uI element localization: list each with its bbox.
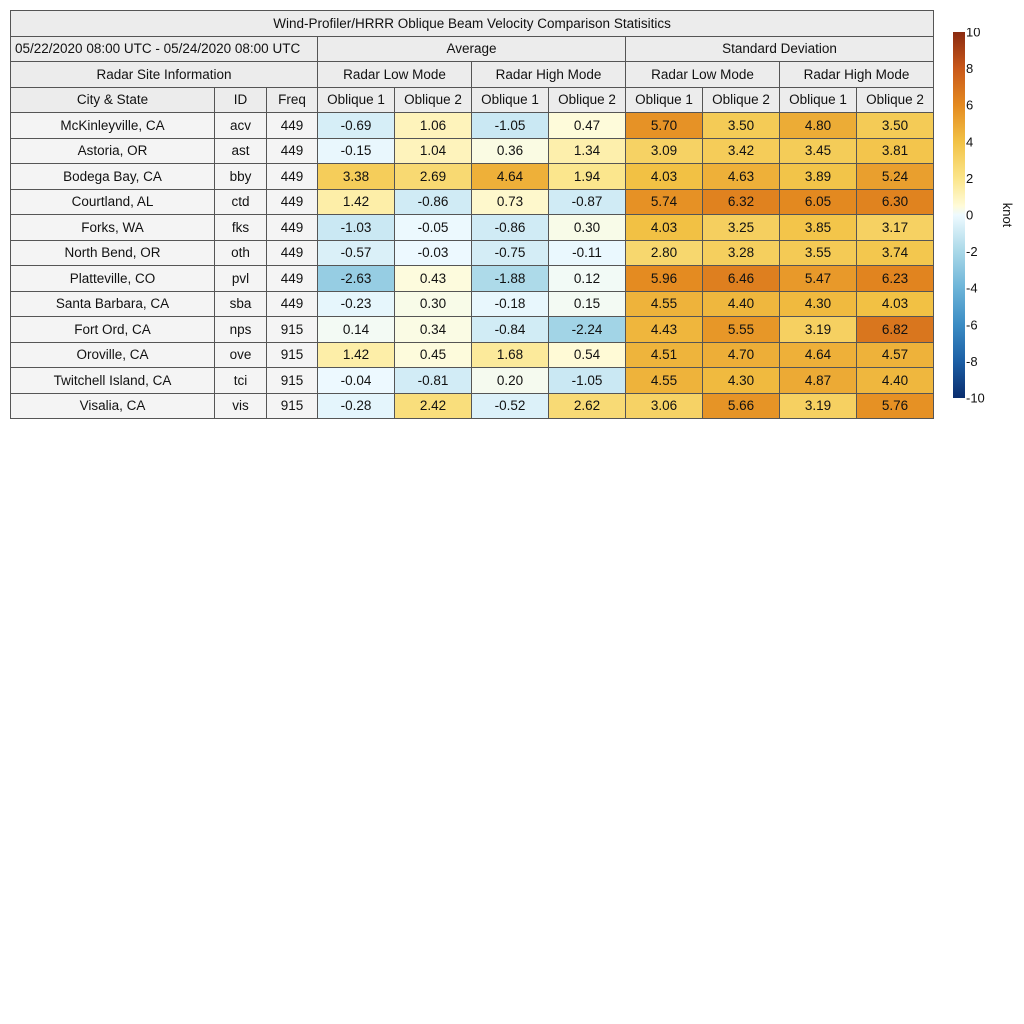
- site-id: pvl: [215, 266, 267, 292]
- std-dev-cell: 4.03: [857, 291, 934, 317]
- site-city: North Bend, OR: [11, 240, 215, 266]
- std-dev-cell: 6.05: [780, 189, 857, 215]
- average-cell: -1.88: [472, 266, 549, 292]
- std-dev-cell: 3.55: [780, 240, 857, 266]
- std-dev-cell: 6.46: [703, 266, 780, 292]
- std-high-mode-header: Radar High Mode: [780, 62, 934, 88]
- site-city: Oroville, CA: [11, 342, 215, 368]
- average-cell: -0.86: [395, 189, 472, 215]
- std-dev-cell: 3.81: [857, 138, 934, 164]
- std-dev-cell: 5.70: [626, 113, 703, 139]
- average-cell: -0.75: [472, 240, 549, 266]
- std-dev-cell: 3.06: [626, 393, 703, 419]
- std-dev-cell: 4.55: [626, 291, 703, 317]
- std-group-header: Standard Deviation: [626, 36, 934, 62]
- average-cell: -0.52: [472, 393, 549, 419]
- column-header: Oblique 1: [318, 87, 395, 113]
- colorbar-tick-label: 6: [966, 97, 974, 113]
- average-cell: 0.54: [549, 342, 626, 368]
- colorbar-tick-label: 2: [966, 170, 974, 186]
- colorbar-label: knot: [1000, 202, 1015, 228]
- site-id: nps: [215, 317, 267, 343]
- average-cell: -0.11: [549, 240, 626, 266]
- avg-low-mode-header: Radar Low Mode: [318, 62, 472, 88]
- table-row: [11, 393, 934, 419]
- average-cell: -0.03: [395, 240, 472, 266]
- avg-high-mode-header: Radar High Mode: [472, 62, 626, 88]
- colorbar-gradient: [953, 32, 965, 398]
- statistics-table: [10, 10, 934, 419]
- average-cell: -1.05: [472, 113, 549, 139]
- average-cell: -0.81: [395, 368, 472, 394]
- site-freq: 915: [267, 342, 318, 368]
- table-row: [11, 266, 934, 292]
- site-freq: 449: [267, 215, 318, 241]
- site-freq: 449: [267, 164, 318, 190]
- std-dev-cell: 5.76: [857, 393, 934, 419]
- colorbar-tick-label: -8: [966, 353, 978, 369]
- std-dev-cell: 4.57: [857, 342, 934, 368]
- column-header: Oblique 2: [395, 87, 472, 113]
- std-dev-cell: 5.66: [703, 393, 780, 419]
- std-dev-cell: 6.82: [857, 317, 934, 343]
- site-city: Courtland, AL: [11, 189, 215, 215]
- site-city: Platteville, CO: [11, 266, 215, 292]
- site-freq: 449: [267, 266, 318, 292]
- site-city: Fort Ord, CA: [11, 317, 215, 343]
- std-low-mode-header: Radar Low Mode: [626, 62, 780, 88]
- site-freq: 449: [267, 138, 318, 164]
- colorbar-tick-label: 4: [966, 134, 974, 150]
- average-cell: -0.84: [472, 317, 549, 343]
- date-range: 05/22/2020 08:00 UTC - 05/24/2020 08:00 UTC: [11, 36, 318, 62]
- site-freq: 915: [267, 368, 318, 394]
- std-dev-cell: 4.55: [626, 368, 703, 394]
- column-header: Oblique 2: [549, 87, 626, 113]
- site-city: Visalia, CA: [11, 393, 215, 419]
- average-cell: 0.12: [549, 266, 626, 292]
- average-cell: 0.14: [318, 317, 395, 343]
- colorbar-tick-label: -4: [966, 280, 978, 296]
- colorbar-tick-label: -10: [966, 390, 985, 406]
- std-dev-cell: 3.50: [857, 113, 934, 139]
- std-dev-cell: 4.30: [703, 368, 780, 394]
- average-cell: 2.69: [395, 164, 472, 190]
- std-dev-cell: 3.25: [703, 215, 780, 241]
- average-cell: 4.64: [472, 164, 549, 190]
- average-cell: 0.73: [472, 189, 549, 215]
- column-header: Oblique 1: [626, 87, 703, 113]
- average-cell: -0.23: [318, 291, 395, 317]
- std-dev-cell: 3.19: [780, 317, 857, 343]
- table-row: [11, 164, 934, 190]
- std-dev-cell: 6.30: [857, 189, 934, 215]
- average-cell: -0.87: [549, 189, 626, 215]
- site-freq: 449: [267, 240, 318, 266]
- site-freq: 449: [267, 189, 318, 215]
- std-dev-cell: 4.80: [780, 113, 857, 139]
- average-cell: 0.15: [549, 291, 626, 317]
- average-cell: 1.94: [549, 164, 626, 190]
- site-freq: 449: [267, 113, 318, 139]
- group-row: [11, 36, 934, 62]
- average-cell: 1.42: [318, 342, 395, 368]
- average-cell: 0.34: [395, 317, 472, 343]
- table-row: [11, 317, 934, 343]
- std-dev-cell: 5.74: [626, 189, 703, 215]
- average-cell: -0.15: [318, 138, 395, 164]
- colorbar-tick-label: 8: [966, 61, 974, 77]
- site-id: sba: [215, 291, 267, 317]
- table-row: [11, 240, 934, 266]
- colorbar-tick-label: 10: [966, 28, 981, 40]
- average-cell: -1.05: [549, 368, 626, 394]
- std-dev-cell: 4.63: [703, 164, 780, 190]
- std-dev-cell: 5.47: [780, 266, 857, 292]
- std-dev-cell: 3.89: [780, 164, 857, 190]
- site-id: ast: [215, 138, 267, 164]
- site-city: Twitchell Island, CA: [11, 368, 215, 394]
- colorbar-tick-label: -6: [966, 317, 978, 333]
- std-dev-cell: 4.70: [703, 342, 780, 368]
- average-cell: 1.04: [395, 138, 472, 164]
- std-dev-cell: 4.64: [780, 342, 857, 368]
- table-title: Wind-Profiler/HRRR Oblique Beam Velocity Comparison Statisitics: [11, 11, 934, 37]
- std-dev-cell: 3.19: [780, 393, 857, 419]
- std-dev-cell: 3.85: [780, 215, 857, 241]
- site-freq: 915: [267, 317, 318, 343]
- site-id: vis: [215, 393, 267, 419]
- average-cell: 0.30: [549, 215, 626, 241]
- average-cell: 1.42: [318, 189, 395, 215]
- std-dev-cell: 4.40: [857, 368, 934, 394]
- site-city: Astoria, OR: [11, 138, 215, 164]
- std-dev-cell: 3.09: [626, 138, 703, 164]
- average-cell: 0.20: [472, 368, 549, 394]
- average-cell: -0.28: [318, 393, 395, 419]
- site-city: McKinleyville, CA: [11, 113, 215, 139]
- average-cell: 2.42: [395, 393, 472, 419]
- average-cell: 0.43: [395, 266, 472, 292]
- average-cell: -0.69: [318, 113, 395, 139]
- std-dev-cell: 5.96: [626, 266, 703, 292]
- average-cell: 1.06: [395, 113, 472, 139]
- table-row: [11, 368, 934, 394]
- std-dev-cell: 5.24: [857, 164, 934, 190]
- average-cell: -0.57: [318, 240, 395, 266]
- average-cell: 0.30: [395, 291, 472, 317]
- site-id: oth: [215, 240, 267, 266]
- average-cell: -0.18: [472, 291, 549, 317]
- std-dev-cell: 4.43: [626, 317, 703, 343]
- average-cell: 2.62: [549, 393, 626, 419]
- colorbar-tick-label: 0: [966, 207, 974, 223]
- mode-row: [11, 62, 934, 88]
- std-dev-cell: 4.87: [780, 368, 857, 394]
- std-dev-cell: 3.45: [780, 138, 857, 164]
- column-header: Oblique 2: [703, 87, 780, 113]
- average-cell: -0.05: [395, 215, 472, 241]
- std-dev-cell: 6.23: [857, 266, 934, 292]
- column-header: City & State: [11, 87, 215, 113]
- std-dev-cell: 2.80: [626, 240, 703, 266]
- std-dev-cell: 4.40: [703, 291, 780, 317]
- table-row: [11, 189, 934, 215]
- column-header: Freq: [267, 87, 318, 113]
- average-cell: 1.68: [472, 342, 549, 368]
- site-freq: 915: [267, 393, 318, 419]
- average-group-header: Average: [318, 36, 626, 62]
- colorbar-tick-label: -2: [966, 244, 978, 260]
- table-row: [11, 291, 934, 317]
- average-cell: -0.04: [318, 368, 395, 394]
- average-cell: 0.45: [395, 342, 472, 368]
- site-id: ove: [215, 342, 267, 368]
- site-id: bby: [215, 164, 267, 190]
- site-id: ctd: [215, 189, 267, 215]
- average-cell: 0.36: [472, 138, 549, 164]
- table-row: [11, 138, 934, 164]
- average-cell: 1.34: [549, 138, 626, 164]
- std-dev-cell: 3.50: [703, 113, 780, 139]
- average-cell: 0.47: [549, 113, 626, 139]
- site-freq: 449: [267, 291, 318, 317]
- average-cell: -1.03: [318, 215, 395, 241]
- site-id: fks: [215, 215, 267, 241]
- column-header: Oblique 2: [857, 87, 934, 113]
- column-header-row: [11, 87, 934, 113]
- table-row: [11, 215, 934, 241]
- site-id: acv: [215, 113, 267, 139]
- average-cell: -2.24: [549, 317, 626, 343]
- average-cell: -2.63: [318, 266, 395, 292]
- column-header: Oblique 1: [472, 87, 549, 113]
- average-cell: -0.86: [472, 215, 549, 241]
- column-header: Oblique 1: [780, 87, 857, 113]
- std-dev-cell: 3.17: [857, 215, 934, 241]
- site-city: Santa Barbara, CA: [11, 291, 215, 317]
- table-row: [11, 113, 934, 139]
- std-dev-cell: 3.28: [703, 240, 780, 266]
- std-dev-cell: 4.03: [626, 164, 703, 190]
- std-dev-cell: 4.30: [780, 291, 857, 317]
- site-info-header: Radar Site Information: [11, 62, 318, 88]
- std-dev-cell: 3.42: [703, 138, 780, 164]
- std-dev-cell: 4.03: [626, 215, 703, 241]
- colorbar: [945, 28, 1015, 408]
- table-row: [11, 342, 934, 368]
- column-header: ID: [215, 87, 267, 113]
- site-city: Forks, WA: [11, 215, 215, 241]
- std-dev-cell: 3.74: [857, 240, 934, 266]
- average-cell: 3.38: [318, 164, 395, 190]
- std-dev-cell: 5.55: [703, 317, 780, 343]
- site-id: tci: [215, 368, 267, 394]
- std-dev-cell: 4.51: [626, 342, 703, 368]
- title-row: [11, 11, 934, 37]
- site-city: Bodega Bay, CA: [11, 164, 215, 190]
- std-dev-cell: 6.32: [703, 189, 780, 215]
